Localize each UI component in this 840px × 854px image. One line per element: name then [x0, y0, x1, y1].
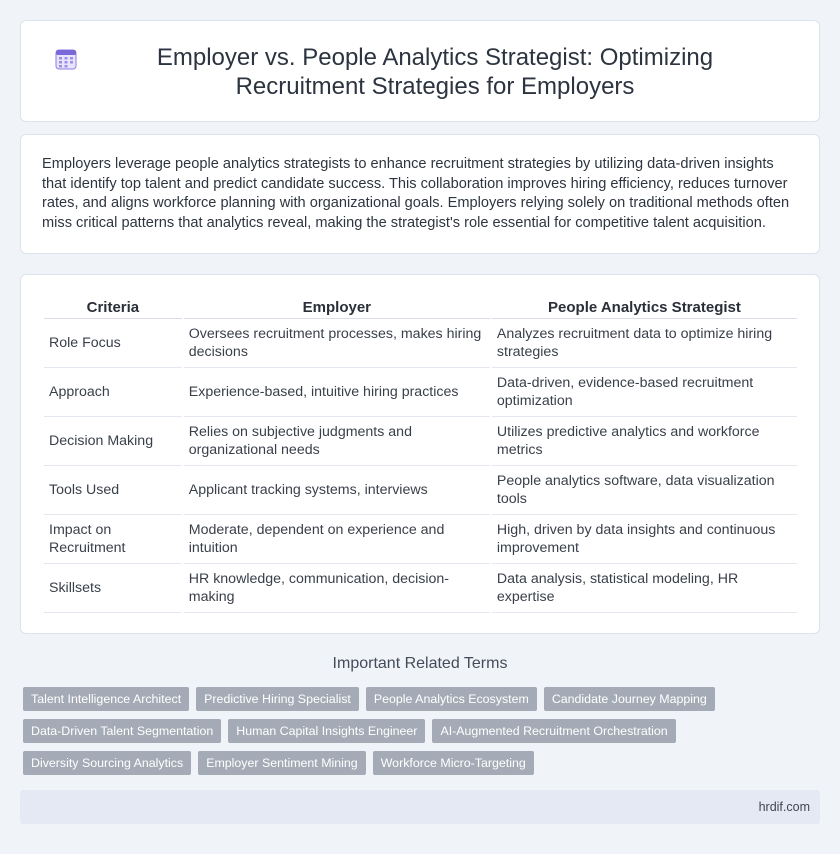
- tag-link[interactable]: Human Capital Insights Engineer: [228, 719, 425, 743]
- footer-site-link[interactable]: hrdif.com: [758, 800, 810, 814]
- table-row: [44, 515, 797, 564]
- tag-row: [23, 687, 813, 711]
- criteria-cell: Impact on Recruitment: [44, 515, 182, 564]
- title-card: [20, 20, 820, 122]
- table-row: [44, 368, 797, 417]
- tag-link[interactable]: Diversity Sourcing Analytics: [23, 751, 191, 775]
- tag-link[interactable]: People Analytics Ecosystem: [366, 687, 537, 711]
- criteria-cell: Skillsets: [44, 564, 182, 613]
- header-employer: Employer: [184, 297, 490, 319]
- tag-link[interactable]: Candidate Journey Mapping: [544, 687, 715, 711]
- related-terms-title: Important Related Terms: [332, 655, 508, 672]
- strategist-cell: Data-driven, evidence-based recruitment optimization: [492, 368, 797, 417]
- comparison-card: [20, 274, 820, 634]
- criteria-cell: Tools Used: [44, 466, 182, 515]
- tag-link[interactable]: AI-Augmented Recruitment Orchestration: [432, 719, 675, 743]
- employer-cell: Experience-based, intuitive hiring practices: [184, 368, 490, 417]
- strategist-cell: Analyzes recruitment data to optimize hiring strategies: [492, 319, 797, 368]
- tag-link[interactable]: Talent Intelligence Architect: [23, 687, 189, 711]
- table-row: [44, 466, 797, 515]
- tag-link[interactable]: Employer Sentiment Mining: [198, 751, 366, 775]
- employer-cell: Relies on subjective judgments and organizational needs: [184, 417, 490, 466]
- header-people-analytics-strategist: People Analytics Strategist: [492, 297, 797, 319]
- comparison-table: [42, 297, 799, 613]
- tag-link[interactable]: Workforce Micro-Targeting: [373, 751, 534, 775]
- employer-cell: Moderate, dependent on experience and intuition: [184, 515, 490, 564]
- tag-link[interactable]: Data-Driven Talent Segmentation: [23, 719, 221, 743]
- strategist-cell: Utilizes predictive analytics and workforce metrics: [492, 417, 797, 466]
- employer-cell: Applicant tracking systems, interviews: [184, 466, 490, 515]
- table-header-row: [44, 297, 797, 319]
- employer-cell: Oversees recruitment processes, makes hiring decisions: [184, 319, 490, 368]
- related-terms-tags: [23, 687, 813, 783]
- strategist-cell: High, driven by data insights and continuous improvement: [492, 515, 797, 564]
- table-row: [44, 564, 797, 613]
- page-title: Employer vs. People Analytics Strategist: Optimizing Recruitment Strategies for Employers: [156, 44, 714, 100]
- footer: [20, 790, 820, 824]
- tag-row: [23, 719, 813, 743]
- strategist-cell: People analytics software, data visualization tools: [492, 466, 797, 515]
- intro-paragraph: Employers leverage people analytics strategists to enhance recruitment strategies by utilizing data-driven insights that identify top talent and predict candidate success. This collaboration improves hiring efficiency, reduces turnover rates, and aligns workforce planning with organizational goals. Employers relying solely on traditional methods often miss critical patterns that analytics reveal, making the strategist's role essential for competitive talent acquisition.: [42, 156, 790, 231]
- strategist-cell: Data analysis, statistical modeling, HR expertise: [492, 564, 797, 613]
- criteria-cell: Approach: [44, 368, 182, 417]
- table-row: [44, 319, 797, 368]
- criteria-cell: Role Focus: [44, 319, 182, 368]
- criteria-cell: Decision Making: [44, 417, 182, 466]
- employer-cell: HR knowledge, communication, decision-making: [184, 564, 490, 613]
- tag-row: [23, 751, 813, 775]
- header-criteria: Criteria: [44, 297, 182, 319]
- table-row: [44, 417, 797, 466]
- intro-card: [20, 134, 820, 254]
- tag-link[interactable]: Predictive Hiring Specialist: [196, 687, 359, 711]
